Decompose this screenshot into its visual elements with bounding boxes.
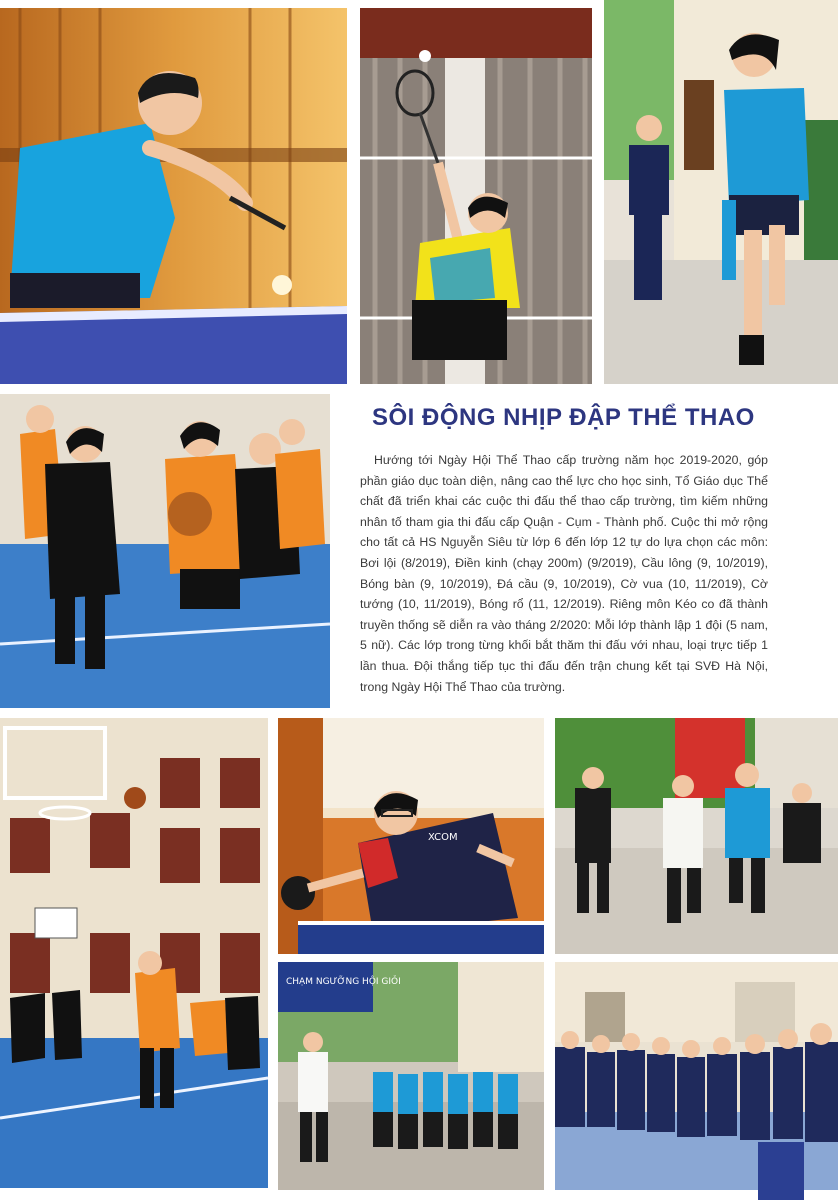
photo-running-boys xyxy=(555,718,838,954)
article xyxy=(360,404,768,697)
photo-basketball-girls xyxy=(0,394,330,708)
shirt-brand-text: XCOM xyxy=(428,832,458,843)
photo-badminton-girl xyxy=(360,8,592,384)
photo-running-students xyxy=(604,0,838,384)
article-body: Hướng tới Ngày Hội Thể Thao cấp trường năm học 2019-2020, góp phần giáo dục toàn diện, nâng cao thể lực cho học sinh, Tổ Giáo dục Thể chất đã triển khai các cuộc thi đấu thể thao cấp trường, tìm kiếm những nhân tố tham gia thi đấu cấp Quận - Cụm - Thành phố. Cuộc thi mở rộng cho tất cả HS Nguyễn Siêu từ lớp 6 đến lớp 12 tự do lựa chọn các môn: Bơi lội (8/2019), Điền kinh (chạy 200m) (9/2019), Cầu lông (9, 10/2019), Bóng bàn (9, 10/2019), Đá cầu (9, 10/2019), Cờ vua (10, 11/2019), Cờ tướng (10, 11/2019), Bóng rổ (11, 12/2019). Riêng môn Kéo co đã thành truyền thống sẽ diễn ra vào tháng 2/2020: Mỗi lớp thành lập 1 đội (5 nam, 5 nữ). Các lớp trong từng khối bắt thăm thi đấu với nhau, loại trực tiếp 1 lần thua. Đội thắng tiếp tục thi đấu đến trận chung kết tại SVĐ Hà Nội, trong Ngày Hội Thể Thao của trường. xyxy=(360,453,768,694)
photo-table-tennis-boy xyxy=(0,8,347,384)
photo-tug-of-war xyxy=(278,962,544,1190)
banner-sign-text: CHẠM NGƯỠNG HỘI GIỎI xyxy=(286,977,401,987)
photo-table-tennis-glasses-boy xyxy=(278,718,544,954)
article-title: SÔI ĐỘNG NHỊP ĐẬP THỂ THAO xyxy=(372,404,755,431)
corner-accent-block xyxy=(758,1142,804,1200)
photo-outdoor-basketball-court xyxy=(0,718,268,1188)
